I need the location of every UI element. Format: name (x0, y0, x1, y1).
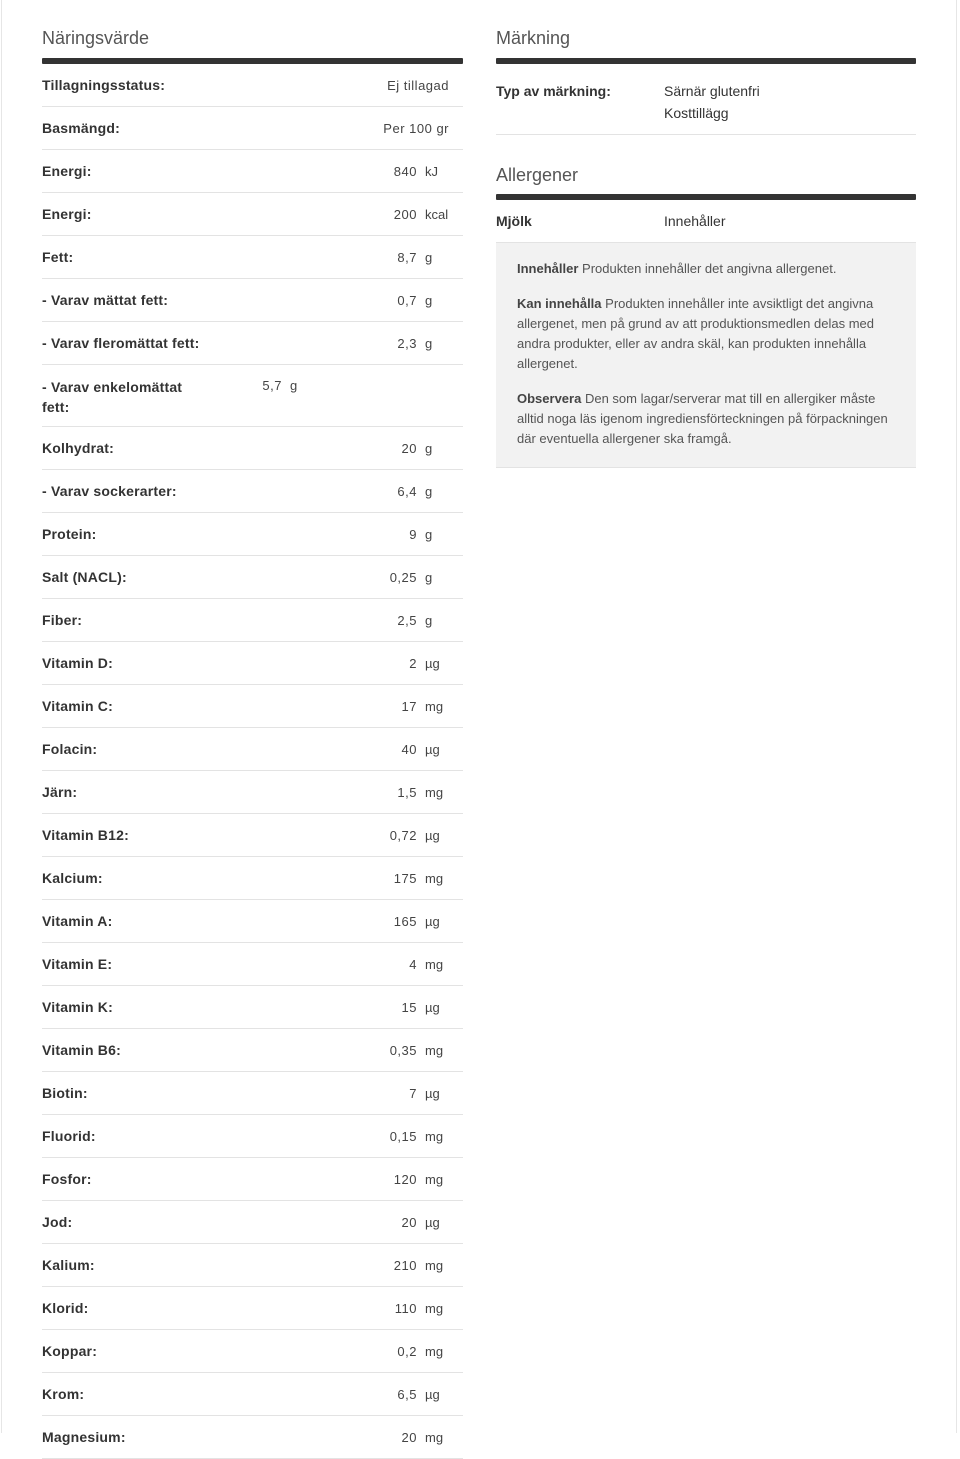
marking-title: Märkning (496, 28, 571, 48)
nutrient-label: Vitamin B6: (42, 1042, 121, 1058)
marking-section (496, 0, 916, 468)
marking-type-label: Typ av märkning: (496, 83, 611, 99)
nutrient-value: 0,15 (389, 1128, 417, 1144)
nutrition-row (42, 1330, 463, 1373)
nutrient-unit: µg (425, 1214, 440, 1230)
nutrition-title: Näringsvärde (42, 28, 150, 48)
nutrient-label: Kalcium: (42, 870, 103, 886)
nutrient-unit: g (425, 526, 433, 542)
nutrition-row (42, 1416, 463, 1459)
nutrient-label: Klorid: (42, 1300, 89, 1316)
nutrient-value: 210 (393, 1257, 417, 1273)
allergen-info-box (496, 243, 916, 468)
allergen-info-note (517, 389, 895, 449)
nutrient-unit: g (425, 249, 433, 265)
nutrient-label: Kalium: (42, 1257, 95, 1273)
nutrient-label: Järn: (42, 784, 78, 800)
nutrient-unit: g (425, 612, 433, 628)
nutrient-value: 1,5 (397, 784, 417, 800)
nutrient-unit: µg (425, 999, 440, 1015)
nutrient-value: Ej tillagad (387, 77, 449, 93)
nutrient-value: 7 (409, 1085, 417, 1101)
nutrient-unit: g (425, 335, 433, 351)
nutrient-label: Vitamin K: (42, 999, 113, 1015)
nutrient-unit: kJ (425, 163, 438, 179)
nutrition-row (42, 986, 463, 1029)
nutrient-label: Vitamin D: (42, 655, 113, 671)
nutrient-value: 4 (409, 956, 417, 972)
nutrient-unit: µg (425, 827, 440, 843)
info-term: Kan innehålla (517, 296, 602, 311)
info-term: Innehåller (517, 261, 579, 276)
nutrient-value: 840 (393, 163, 417, 179)
nutrition-row (42, 1029, 463, 1072)
nutrition-row (42, 513, 463, 556)
nutrient-value: 2,3 (397, 335, 417, 351)
nutrition-table (42, 64, 463, 1459)
nutrition-row (42, 1373, 463, 1416)
nutrient-label: Fiber: (42, 612, 83, 628)
nutrition-row (42, 728, 463, 771)
allergen-info-contains (517, 259, 895, 279)
info-term: Observera (517, 391, 582, 406)
info-text: Produkten innehåller inte avsiktligt det angivna allergenet, men på grund av att produktionsmedlen delas med andra produkter, eller av andra skäl, kan produkten innehålla allergenet. (517, 296, 874, 371)
nutrient-unit: mg (425, 784, 444, 800)
nutrient-value: 6,5 (397, 1386, 417, 1402)
nutrient-value: 0,72 (389, 827, 417, 843)
nutrient-value: 0,2 (397, 1343, 417, 1359)
nutrient-label: Vitamin C: (42, 698, 113, 714)
nutrient-unit: g (290, 378, 298, 393)
nutrient-unit: mg (425, 956, 444, 972)
nutrient-label: Biotin: (42, 1085, 88, 1101)
nutrient-unit: mg (425, 1300, 444, 1316)
nutrient-unit: µg (425, 741, 440, 757)
nutrition-row (42, 365, 463, 427)
nutrition-row (42, 64, 463, 107)
nutrient-value: 6,4 (397, 483, 417, 499)
nutrition-row (42, 642, 463, 685)
nutrition-row (42, 771, 463, 814)
nutrient-label: Vitamin E: (42, 956, 113, 972)
nutrition-row (42, 1158, 463, 1201)
nutrient-unit: µg (425, 655, 440, 671)
nutrition-row (42, 857, 463, 900)
nutrient-label: Kolhydrat: (42, 440, 114, 456)
nutrient-value: 20 (401, 1214, 417, 1230)
nutrient-label: Vitamin B12: (42, 827, 129, 843)
nutrient-label: Fett: (42, 249, 74, 265)
info-text: Den som lagar/serverar mat till en allergiker måste alltid noga läs igenom ingrediensförteckningen på förpackningen där eventuella allergener ska framgå. (517, 391, 888, 446)
nutrient-value: 15 (401, 999, 417, 1015)
nutrient-unit: mg (425, 1343, 444, 1359)
nutrient-unit: mg (425, 1429, 444, 1445)
nutrient-label: Tillagningsstatus: (42, 77, 166, 93)
nutrition-row (42, 470, 463, 513)
nutrient-value: 200 (393, 206, 417, 222)
nutrient-label: Jod: (42, 1214, 73, 1230)
nutrition-section (42, 0, 463, 1459)
nutrient-unit: g (425, 569, 433, 585)
nutrient-label: - Varav sockerarter: (42, 483, 177, 499)
marking-type-row (496, 64, 916, 135)
nutrient-unit: mg (425, 1257, 444, 1273)
nutrient-unit: mg (425, 1171, 444, 1187)
nutrient-label: - Varav enkelomättat fett: (42, 379, 183, 415)
nutrient-label: Energi: (42, 163, 92, 179)
nutrient-unit: mg (425, 698, 444, 714)
nutrient-unit: mg (425, 870, 444, 886)
marking-type-value: Särnär glutenfri (664, 83, 760, 99)
nutrition-row (42, 599, 463, 642)
nutrient-unit: g (425, 292, 433, 308)
nutrient-label: Fluorid: (42, 1128, 96, 1144)
nutrient-value: 9 (409, 526, 417, 542)
nutrition-row (42, 1244, 463, 1287)
nutrient-label: Energi: (42, 206, 92, 222)
nutrient-value: 165 (393, 913, 417, 929)
nutrient-label: Koppar: (42, 1343, 98, 1359)
allergens-title: Allergener (496, 165, 579, 185)
nutrient-label: Fosfor: (42, 1171, 92, 1187)
nutrition-row (42, 943, 463, 986)
nutrient-unit: kcal (425, 206, 449, 222)
nutrition-row (42, 427, 463, 470)
nutrient-value: 2,5 (397, 612, 417, 628)
nutrition-row (42, 1115, 463, 1158)
nutrition-row (42, 236, 463, 279)
nutrient-value: 8,7 (397, 249, 417, 265)
nutrient-label: Folacin: (42, 741, 98, 757)
nutrient-value: 110 (394, 1300, 417, 1316)
nutrient-unit: µg (425, 913, 440, 929)
nutrient-value: 20 (401, 1429, 417, 1445)
nutrition-row (42, 279, 463, 322)
nutrient-value: 175 (393, 870, 417, 886)
nutrient-label: - Varav mättat fett: (42, 292, 169, 308)
nutrient-label: Basmängd: (42, 120, 121, 136)
marking-type-values (664, 80, 760, 124)
nutrient-label: Magnesium: (42, 1429, 126, 1445)
nutrient-label: - Varav fleromättat fett: (42, 335, 200, 351)
nutrient-unit: µg (425, 1085, 440, 1101)
nutrient-unit: g (425, 440, 433, 456)
nutrition-row (42, 900, 463, 943)
nutrient-value: 2 (409, 655, 417, 671)
nutrient-unit: mg (425, 1042, 444, 1058)
nutrient-value: 0,35 (389, 1042, 417, 1058)
nutrition-row (42, 322, 463, 365)
nutrient-value: 5,7 (262, 378, 282, 393)
allergen-row (496, 200, 916, 243)
nutrient-unit: µg (425, 1386, 440, 1402)
nutrient-value: 17 (401, 698, 417, 714)
nutrition-row (42, 1072, 463, 1115)
nutrition-row (42, 1287, 463, 1330)
nutrient-unit: mg (425, 1128, 444, 1144)
allergen-name: Mjölk (496, 213, 532, 229)
nutrition-row (42, 556, 463, 599)
nutrient-label: Salt (NACL): (42, 569, 127, 585)
nutrition-row (42, 150, 463, 193)
nutrient-unit: g (425, 483, 433, 499)
info-text: Produkten innehåller det angivna allergenet. (582, 261, 837, 276)
marking-type-value: Kosttillägg (664, 105, 729, 121)
nutrition-row (42, 1201, 463, 1244)
allergen-info-may-contain (517, 294, 895, 374)
nutrient-label: Protein: (42, 526, 97, 542)
nutrition-row (42, 685, 463, 728)
nutrient-value: 40 (401, 741, 417, 757)
allergen-status: Innehåller (664, 213, 726, 229)
nutrient-label: Krom: (42, 1386, 85, 1402)
nutrient-value: 120 (393, 1171, 417, 1187)
nutrient-value: 0,7 (397, 292, 417, 308)
nutrient-value: 20 (401, 440, 417, 456)
nutrition-row (42, 193, 463, 236)
nutrition-row (42, 107, 463, 150)
nutrition-row (42, 814, 463, 857)
nutrient-label: Vitamin A: (42, 913, 113, 929)
nutrient-value: Per 100 gr (383, 120, 449, 136)
nutrient-value: 0,25 (389, 569, 417, 585)
